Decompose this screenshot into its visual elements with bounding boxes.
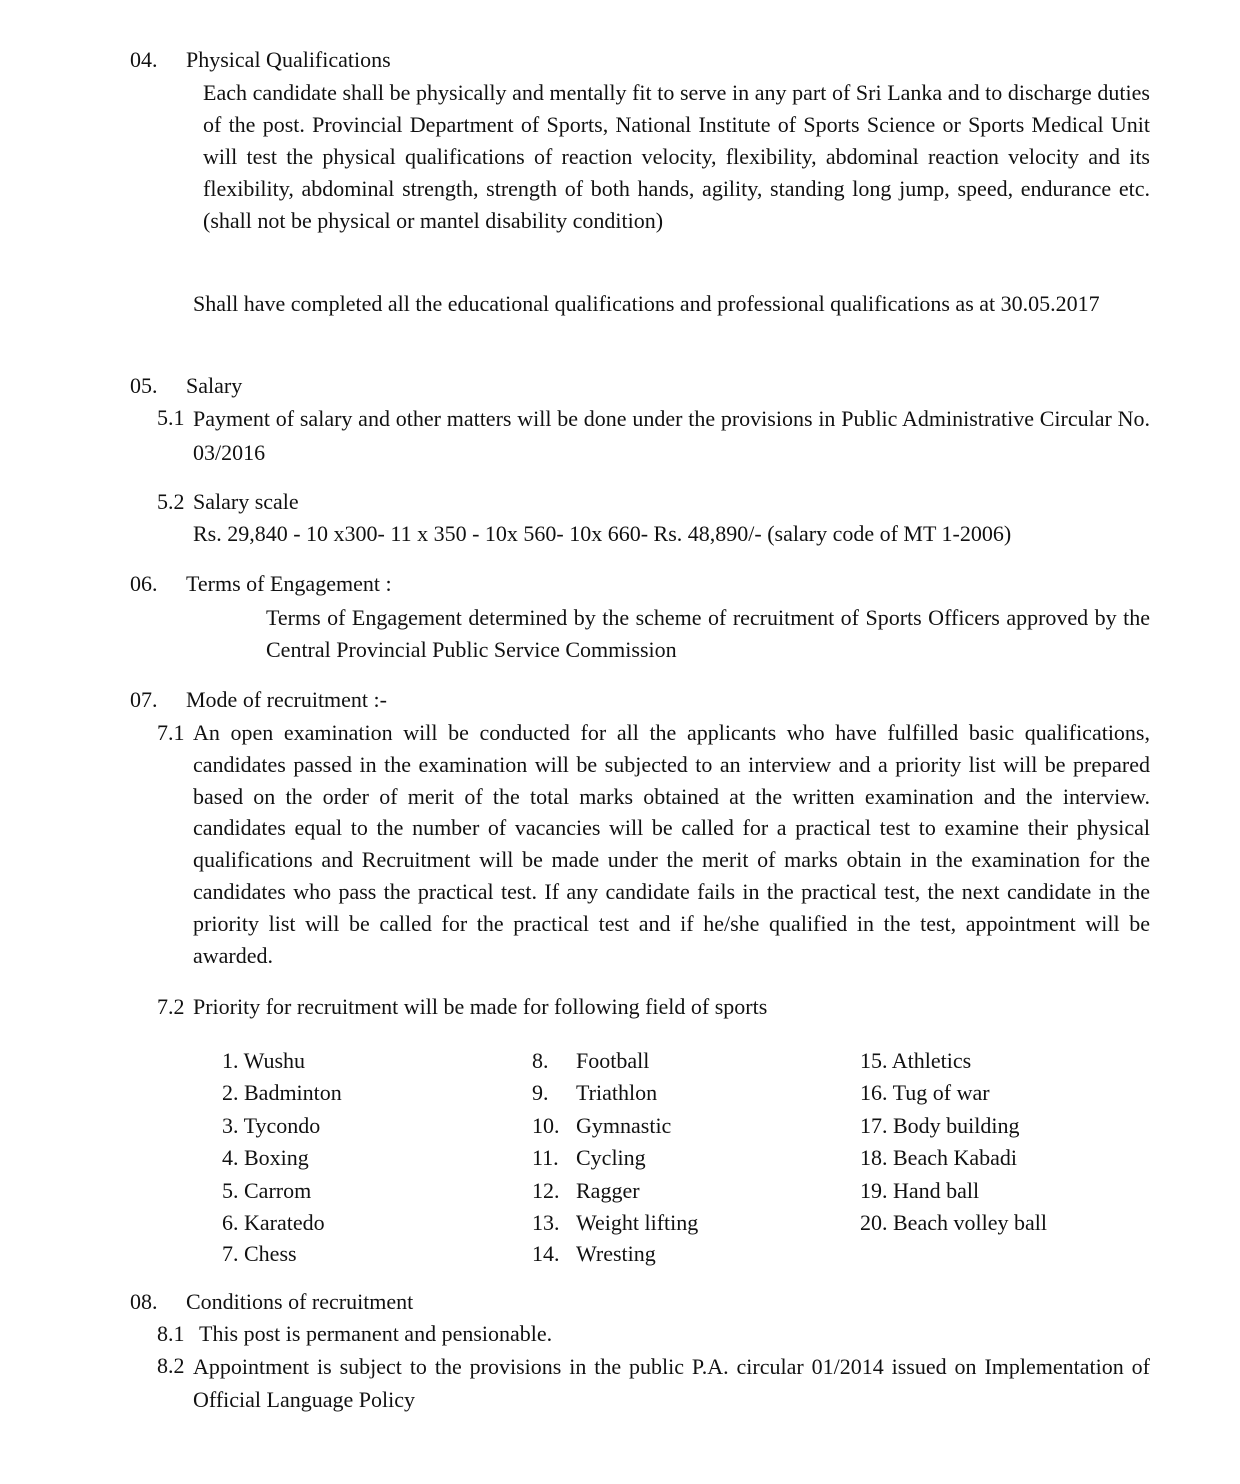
section-number-04: 04.: [130, 47, 158, 72]
permanent-post-text: This post is permanent and pensionable.: [199, 1321, 553, 1346]
list-item: 19. Hand ball: [860, 1178, 980, 1203]
list-item: 2. Badminton: [222, 1080, 342, 1105]
section-title-conditions-of-recruitment: Conditions of recruitment: [186, 1289, 414, 1314]
list-item: 20. Beach volley ball: [860, 1210, 1047, 1235]
list-item: Football: [576, 1048, 650, 1073]
list-item: 3. Tycondo: [222, 1113, 321, 1138]
list-item: 7. Chess: [222, 1241, 297, 1266]
section-number-07: 07.: [130, 687, 158, 712]
section-number-06: 06.: [130, 571, 158, 596]
section-number-05: 05.: [130, 373, 158, 398]
priority-sports-text: Priority for recruitment will be made for following field of sports: [193, 994, 768, 1019]
list-item: 16. Tug of war: [860, 1080, 990, 1105]
list-item: Gymnastic: [576, 1113, 672, 1138]
salary-payment-text: Payment of salary and other matters will be done under the provisions in Public Administrative Circular No. 03/2016: [193, 406, 1150, 465]
list-item: 5. Carrom: [222, 1178, 312, 1203]
physical-qualifications-paragraph: Each candidate shall be physically and mentally fit to serve in any part of Sri Lanka and to discharge duties of the post. Provincial Department of Sports, National Institute of Sports Science or Sports Medical Unit will test the physical qualifications of reaction velocity, flexibility, abdominal reaction velocity and its flexibility, abdominal strength, strength of both hands, agility, standing long jump, speed, endurance etc. (shall not be physical or mantel disability condition): [203, 80, 1150, 233]
list-item: 17. Body building: [860, 1113, 1020, 1138]
section-number-08: 08.: [130, 1289, 158, 1314]
list-item: 4. Boxing: [222, 1145, 309, 1170]
section-title-mode-of-recruitment: Mode of recruitment :-: [186, 687, 387, 712]
list-item: Ragger: [576, 1178, 640, 1203]
list-item: Cycling: [576, 1145, 646, 1170]
section-title-salary: Salary: [186, 373, 243, 398]
appointment-provisions-text: Appointment is subject to the provisions in the public P.A. circular 01/2014 issued on Implementation of Official Language Policy: [193, 1354, 1150, 1412]
list-item: 1. Wushu: [222, 1048, 306, 1073]
list-item: 15. Athletics: [860, 1048, 972, 1073]
item-number-8-2: 8.2: [157, 1353, 185, 1378]
salary-scale-title: Salary scale: [193, 489, 299, 514]
terms-of-engagement-text: Terms of Engagement determined by the scheme of recruitment of Sports Officers approved by the Central Provincial Public Service Commission: [266, 605, 1150, 662]
item-number-5-2: 5.2: [157, 489, 185, 514]
list-item: 18. Beach Kabadi: [860, 1145, 1017, 1170]
list-item-number: 14.: [532, 1241, 560, 1266]
list-item: 6. Karatedo: [222, 1210, 325, 1235]
completion-paragraph: Shall have completed all the educational qualifications and professional qualifications as at 30.05.2017: [193, 291, 1100, 316]
section-title-physical-qualifications: Physical Qualifications: [186, 47, 391, 72]
item-number-7-2: 7.2: [157, 994, 185, 1019]
list-item-number: 12.: [532, 1178, 560, 1203]
list-item-number: 8.: [532, 1048, 549, 1073]
list-item: Weight lifting: [576, 1210, 699, 1235]
list-item: Triathlon: [576, 1080, 658, 1105]
section-title-terms-of-engagement: Terms of Engagement :: [186, 571, 392, 596]
list-item-number: 10.: [532, 1113, 560, 1138]
item-number-8-1: 8.1: [157, 1321, 185, 1346]
list-item-number: 9.: [532, 1080, 549, 1105]
item-number-5-1: 5.1: [157, 405, 185, 430]
list-item-number: 13.: [532, 1210, 560, 1235]
item-number-7-1: 7.1: [157, 720, 185, 745]
open-examination-text: An open examination will be conducted for all the applicants who have fulfilled basic qualifications, candidates passed in the examination will be subjected to an interview and a priority list will be prepared based on the order of merit of the total marks obtained at the written examination and the interview. candidates equal to the number of vacancies will be called for a practical test to examine their physical qualifications and Recruitment will be made under the merit of marks obtain in the examination for the candidates who pass the practical test. If any candidate fails in the practical test, the next candidate in the priority list will be called for the practical test and if he/she qualified in the test, appointment will be awarded.: [193, 720, 1150, 968]
list-item: Wresting: [576, 1241, 656, 1266]
salary-scale-text: Rs. 29,840 - 10 x300- 11 x 350 - 10x 560- 10x 660- Rs. 48,890/- (salary code of MT 1-2006): [193, 521, 1012, 546]
list-item-number: 11.: [532, 1145, 559, 1170]
